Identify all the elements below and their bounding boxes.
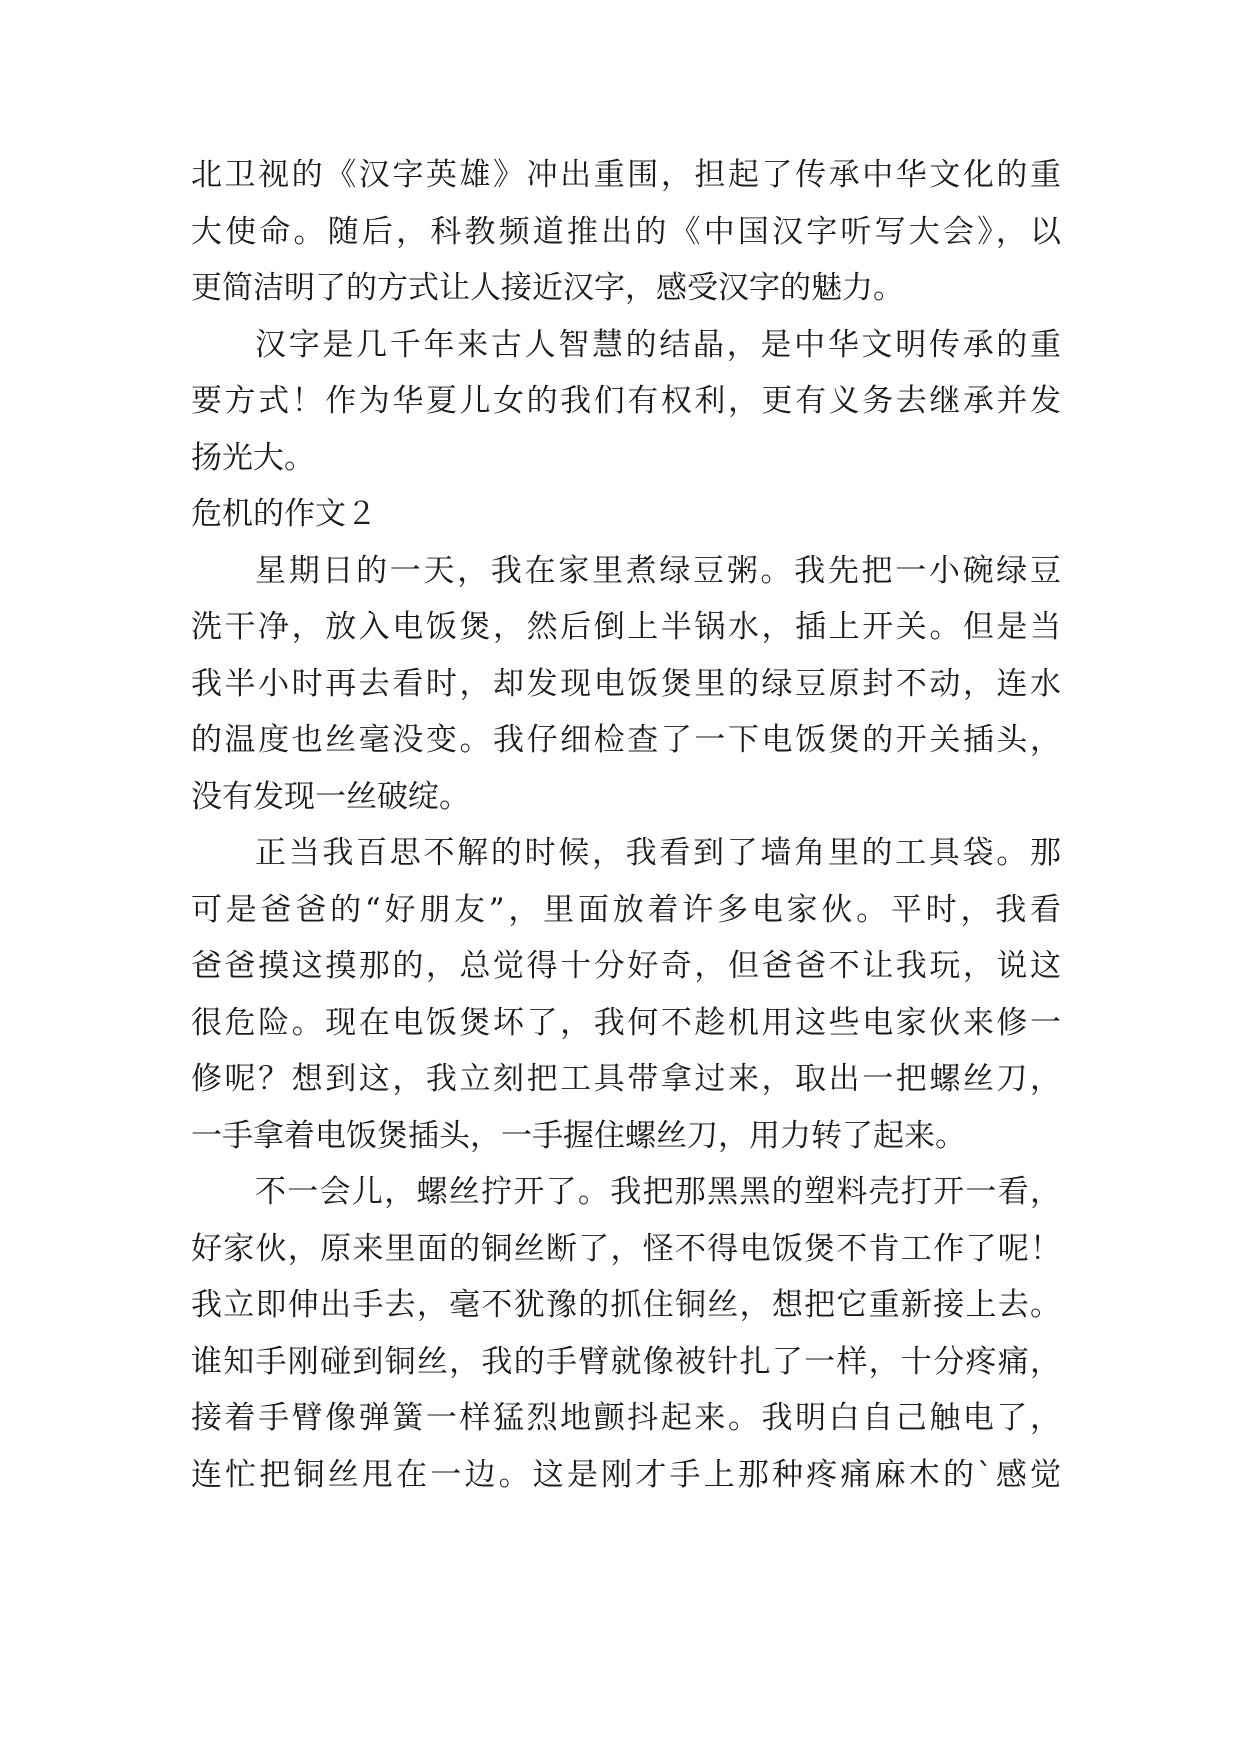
text-line: 扬光大。 <box>191 439 315 476</box>
text-line: 大使命。随后，科教频道推出的《中国汉字听写大会》，以 <box>191 213 1061 250</box>
text-line: 北卫视的《汉字英雄》冲出重围，担起了传承中华文化的重 <box>191 157 1061 193</box>
text-line: 汉字是几千年来古人智慧的结晶，是中华文明传承的重 <box>255 326 1061 363</box>
text-line: 很危险。现在电饭煲坏了，我何不趁机用这些电家伙来修一 <box>191 1004 1061 1041</box>
section-heading: 危机的作文２ <box>191 496 377 532</box>
text-line: 的温度也丝毫没变。我仔细检查了一下电饭煲的开关插头， <box>191 722 1061 758</box>
text-line: 谁知手刚碰到铜丝，我的手臂就像被针扎了一样，十分疼痛， <box>191 1343 1061 1380</box>
text-line: 我立即伸出手去，毫不犹豫的抓住铜丝，想把它重新接上去。 <box>191 1287 1061 1323</box>
text-line: 一手拿着电饭煲插头，一手握住螺丝刀，用力转了起来。 <box>191 1117 966 1154</box>
text-line: 修呢？想到这，我立刻把工具带拿过来，取出一把螺丝刀， <box>191 1061 1061 1097</box>
text-line: 接着手臂像弹簧一样猛烈地颤抖起来。我明白自己触电了， <box>191 1400 1061 1436</box>
text-line: 洗干净，放入电饭煲，然后倒上半锅水，插上开关。但是当 <box>191 609 1061 645</box>
text-line: 星期日的一天，我在家里煮绿豆粥。我先把一小碗绿豆 <box>255 552 1061 589</box>
text-line: 没有发现一丝破绽。 <box>191 778 470 815</box>
text-line: 更简洁明了的方式让人接近汉字，感受汉字的魅力。 <box>191 270 904 306</box>
text-line: 连忙把铜丝甩在一边。这是刚才手上那种疼痛麻木的`感觉 <box>191 1456 1061 1493</box>
document-page <box>191 147 1061 1503</box>
text-line: 可是爸爸的“好朋友”，里面放着许多电家伙。平时，我看 <box>191 891 1061 928</box>
text-line: 我半小时再去看时，却发现电饭煲里的绿豆原封不动，连水 <box>191 665 1061 702</box>
text-line: 不一会儿，螺丝拧开了。我把那黑黑的塑料壳打开一看， <box>255 1174 1061 1210</box>
text-line: 正当我百思不解的时候，我看到了墙角里的工具袋。那 <box>255 835 1061 871</box>
text-line: 爸爸摸这摸那的，总觉得十分好奇，但爸爸不让我玩，说这 <box>191 948 1061 984</box>
text-line: 要方式！作为华夏儿女的我们有权利，更有义务去继承并发 <box>191 383 1061 419</box>
text-line: 好家伙，原来里面的铜丝断了，怪不得电饭煲不肯工作了呢！ <box>191 1230 1061 1267</box>
